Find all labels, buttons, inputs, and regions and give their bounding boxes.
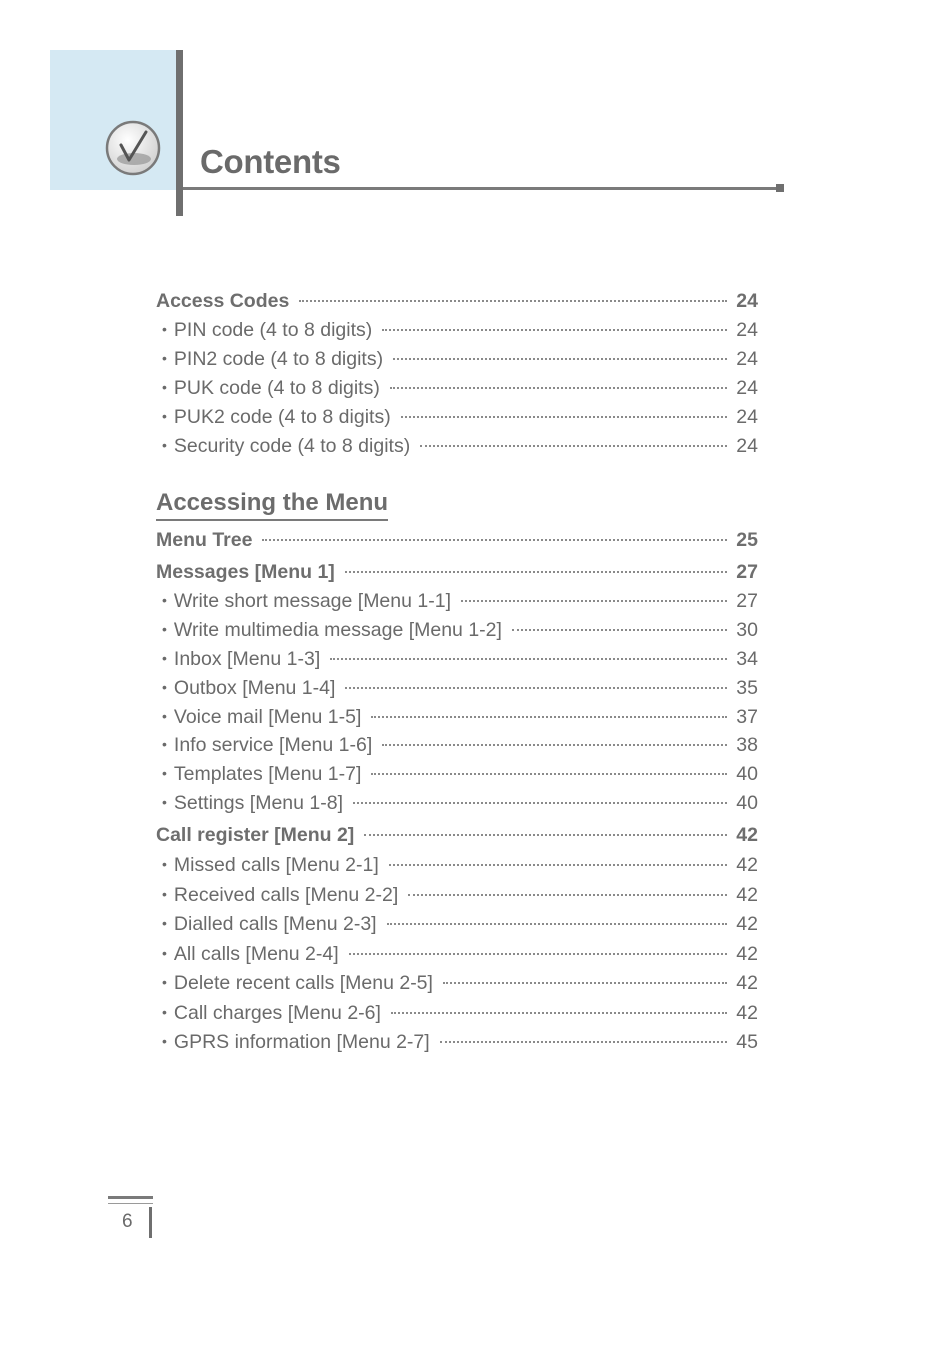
toc-leader-dots	[391, 1012, 727, 1014]
toc-entry-label: PIN code (4 to 8 digits)	[173, 319, 373, 341]
toc-entry-label: Outbox [Menu 1-4]	[173, 677, 336, 699]
toc-entry-page: 42	[736, 884, 758, 906]
toc-leader-dots	[389, 864, 727, 866]
toc-entry-page: 42	[736, 943, 758, 965]
toc-entry-label: Info service [Menu 1-6]	[173, 734, 373, 756]
toc-entry-label: Menu Tree	[156, 529, 253, 551]
toc-entry[interactable]	[156, 527, 758, 553]
bullet-icon: •	[162, 736, 167, 752]
toc-leader-dots	[461, 600, 727, 602]
toc-entry-label: GPRS information [Menu 2-7]	[173, 1031, 430, 1053]
header-vertical-bar	[176, 50, 183, 216]
toc-leader-dots	[371, 773, 727, 775]
bullet-icon: •	[162, 765, 167, 781]
toc-entry[interactable]	[156, 588, 758, 614]
toc-entry[interactable]	[156, 404, 758, 430]
toc-entry-page: 24	[736, 319, 758, 341]
toc-entry-page: 27	[736, 590, 758, 612]
toc-entry-label: Write short message [Menu 1-1]	[173, 590, 451, 612]
toc-entry-label: Voice mail [Menu 1-5]	[173, 706, 362, 728]
bullet-icon: •	[162, 379, 167, 395]
toc-entry[interactable]	[156, 704, 758, 730]
page-number-bar	[149, 1207, 152, 1238]
toc-entry-label: All calls [Menu 2-4]	[173, 943, 339, 965]
toc-leader-dots	[262, 539, 727, 541]
toc-leader-dots	[382, 329, 727, 331]
toc-entry-page: 42	[736, 972, 758, 994]
toc-entry[interactable]	[156, 1000, 758, 1026]
toc-leader-dots	[345, 571, 727, 573]
toc-entry-label: Inbox [Menu 1-3]	[173, 648, 321, 670]
toc-leader-dots	[387, 923, 727, 925]
bullet-icon: •	[162, 321, 167, 337]
toc-entry[interactable]	[156, 732, 758, 758]
toc-entry[interactable]	[156, 761, 758, 787]
bullet-icon: •	[162, 650, 167, 666]
toc-leader-dots	[330, 658, 727, 660]
bullet-icon: •	[162, 408, 167, 424]
bullet-icon: •	[162, 708, 167, 724]
toc-entry[interactable]	[156, 790, 758, 816]
check-mark-icon	[104, 119, 162, 177]
toc-entry-label: Templates [Menu 1-7]	[173, 763, 362, 785]
bullet-icon: •	[162, 592, 167, 608]
bullet-icon: •	[162, 1004, 167, 1020]
toc-leader-dots	[390, 387, 727, 389]
bullet-icon: •	[162, 621, 167, 637]
toc-entry[interactable]	[156, 882, 758, 908]
toc-leader-dots	[353, 802, 727, 804]
toc-entry[interactable]	[156, 911, 758, 937]
toc-entry-page: 40	[736, 792, 758, 814]
toc-entry-page: 30	[736, 619, 758, 641]
bullet-icon: •	[162, 886, 167, 902]
toc-entry[interactable]	[156, 941, 758, 967]
toc-entry-label: PIN2 code (4 to 8 digits)	[173, 348, 384, 370]
toc-entry-page: 24	[736, 290, 758, 312]
bullet-icon: •	[162, 974, 167, 990]
toc-entry-page: 42	[736, 854, 758, 876]
toc-entry-page: 24	[736, 348, 758, 370]
toc-entry[interactable]	[156, 346, 758, 372]
toc-entry-page: 38	[736, 734, 758, 756]
toc-entry-label: Settings [Menu 1-8]	[173, 792, 343, 814]
toc-entry[interactable]	[156, 675, 758, 701]
bullet-icon: •	[162, 679, 167, 695]
toc-leader-dots	[408, 894, 727, 896]
toc-entry-label: PUK code (4 to 8 digits)	[173, 377, 380, 399]
toc-entry[interactable]	[156, 317, 758, 343]
toc-leader-dots	[393, 358, 727, 360]
bullet-icon: •	[162, 945, 167, 961]
bullet-icon: •	[162, 915, 167, 931]
toc-entry-page: 24	[736, 435, 758, 457]
toc-entry-label: PUK2 code (4 to 8 digits)	[173, 406, 391, 428]
section-heading: Accessing the Menu	[156, 488, 388, 521]
toc-leader-dots	[443, 982, 727, 984]
header-rule	[183, 187, 777, 190]
toc-entry[interactable]	[156, 375, 758, 401]
toc-entry-page: 37	[736, 706, 758, 728]
toc-leader-dots	[512, 629, 727, 631]
toc-entry-page: 45	[736, 1031, 758, 1053]
toc-entry[interactable]	[156, 646, 758, 672]
toc-leader-dots	[401, 416, 727, 418]
toc-entry-label: Write multimedia message [Menu 1-2]	[173, 619, 502, 641]
toc-entry-label: Messages [Menu 1]	[156, 561, 335, 583]
toc-entry[interactable]	[156, 433, 758, 459]
toc-entry[interactable]	[156, 852, 758, 878]
toc-entry-label: Security code (4 to 8 digits)	[173, 435, 411, 457]
toc-entry-page: 42	[736, 913, 758, 935]
toc-entry-page: 24	[736, 377, 758, 399]
header-rule-endcap	[776, 184, 784, 192]
bullet-icon: •	[162, 856, 167, 872]
page-number-rule	[108, 1196, 153, 1199]
page-number-rule-thin	[108, 1203, 153, 1204]
page-title: Contents	[200, 143, 341, 180]
toc-entry-label: Received calls [Menu 2-2]	[173, 884, 399, 906]
toc-entry-label: Call charges [Menu 2-6]	[173, 1002, 381, 1024]
bullet-icon: •	[162, 350, 167, 366]
toc-leader-dots	[349, 953, 727, 955]
toc-entry[interactable]	[156, 970, 758, 996]
toc-entry-page: 42	[736, 1002, 758, 1024]
toc-entry-page: 35	[736, 677, 758, 699]
toc-entry-label: Delete recent calls [Menu 2-5]	[173, 972, 433, 994]
toc-entry-label: Dialled calls [Menu 2-3]	[173, 913, 377, 935]
toc-entry[interactable]	[156, 822, 758, 848]
toc-entry-label: Access Codes	[156, 290, 290, 312]
toc-leader-dots	[299, 300, 727, 302]
bullet-icon: •	[162, 1033, 167, 1049]
toc-entry[interactable]	[156, 617, 758, 643]
toc-entry[interactable]	[156, 288, 758, 314]
bullet-icon: •	[162, 437, 167, 453]
toc-leader-dots	[382, 744, 727, 746]
toc-leader-dots	[345, 687, 727, 689]
toc-entry-label: Call register [Menu 2]	[156, 824, 355, 846]
toc-leader-dots	[420, 445, 727, 447]
toc-entry-page: 42	[736, 824, 758, 846]
toc-entry-page: 24	[736, 406, 758, 428]
toc-entry-page: 40	[736, 763, 758, 785]
toc-entry[interactable]	[156, 1029, 758, 1055]
toc-leader-dots	[364, 834, 727, 836]
toc-entry-label: Missed calls [Menu 2-1]	[173, 854, 379, 876]
toc-entry[interactable]	[156, 559, 758, 585]
toc-leader-dots	[440, 1041, 727, 1043]
toc-leader-dots	[371, 716, 727, 718]
toc-entry-page: 34	[736, 648, 758, 670]
bullet-icon: •	[162, 794, 167, 810]
page-number: 6	[122, 1211, 133, 1232]
toc-entry-page: 27	[736, 561, 758, 583]
toc-entry-page: 25	[736, 529, 758, 551]
